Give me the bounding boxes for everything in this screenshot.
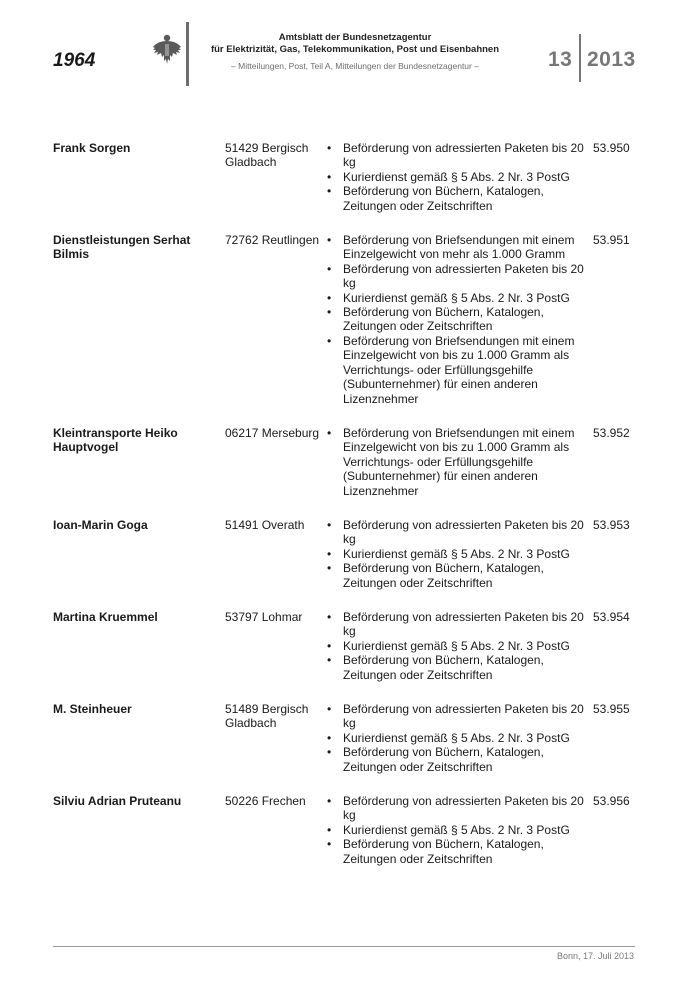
licensee-name: M. Steinheuer [53, 702, 132, 716]
license-number: 53.952 [593, 425, 630, 440]
journal-subtitle: – Mitteilungen, Post, Teil A, Mitteilungen der Bundesnetzagentur – [231, 61, 479, 71]
service-list [327, 794, 585, 866]
footer-date: Bonn, 17. Juli 2013 [556, 951, 634, 961]
service-item: • Beförderung von Büchern, Katalogen, Zeitungen oder Zeitschriften [327, 837, 585, 866]
federal-eagle-icon [152, 32, 182, 66]
list-item [0, 794, 700, 866]
license-number: 53.950 [593, 141, 630, 155]
page-number: 1964 [53, 50, 96, 71]
licensee-location: 51491 Overath [225, 517, 305, 532]
licensee-name: Silviu Adrian Pruteanu [53, 794, 182, 809]
issue-separator [579, 34, 581, 82]
licensee-location: 50226 Frechen [225, 794, 306, 809]
service-item: • Beförderung von Briefsendungen mit einem Einzelgewicht von bis zu 1.000 Gramm als Verrichtungs- oder Erfüllungsgehilfe (Subunternehmer) für einen anderen Lizenznehmer [327, 334, 585, 406]
service-list [327, 141, 585, 213]
licensee-location: 53797 Lohmar [225, 609, 303, 624]
licensee-name: Ioan-Marin Goga [53, 517, 148, 532]
issue-number: 13 [548, 48, 573, 71]
service-item: • Kurierdienst gemäß § 5 Abs. 2 Nr. 3 PostG [327, 170, 585, 184]
service-item: • Beförderung von Briefsendungen mit einem Einzelgewicht von bis zu 1.000 Gramm als Verrichtungs- oder Erfüllungsgehilfe (Subunternehmer) für einen anderen Lizenznehmer [327, 426, 585, 498]
licensee-name: Frank Sorgen [53, 141, 131, 155]
service-item: • Beförderung von adressierten Paketen bis 20 kg [327, 610, 585, 639]
license-number: 53.956 [593, 794, 630, 809]
footer-divider [53, 946, 635, 947]
service-list [327, 233, 585, 406]
list-item [0, 233, 700, 406]
journal-title-line2: für Elektrizität, Gas, Telekommunikation, Post und Eisenbahnen [210, 44, 500, 55]
license-number: 53.954 [593, 609, 630, 624]
service-item: • Kurierdienst gemäß § 5 Abs. 2 Nr. 3 PostG [327, 823, 585, 837]
list-item [0, 610, 700, 682]
licensee-name: Martina Kruemmel [53, 609, 158, 624]
licensee-name: Kleintransporte Heiko Hauptvogel [53, 425, 178, 455]
service-list [327, 426, 585, 498]
licensee-location: 51429 Bergisch Gladbach [225, 141, 309, 170]
journal-title-block [195, 32, 515, 72]
list-item [0, 518, 700, 590]
service-item: • Beförderung von adressierten Paketen bis 20 kg [327, 262, 585, 291]
service-item: • Beförderung von adressierten Paketen bis 20 kg [327, 794, 585, 823]
service-item: • Beförderung von Büchern, Katalogen, Zeitungen oder Zeitschriften [327, 561, 585, 590]
service-item: • Kurierdienst gemäß § 5 Abs. 2 Nr. 3 PostG [327, 731, 585, 745]
licensee-location: 72762 Reutlingen [225, 233, 320, 248]
service-list [327, 610, 585, 682]
licensee-name: Dienstleistungen Serhat Bilmis [53, 233, 191, 262]
service-item: • Kurierdienst gemäß § 5 Abs. 2 Nr. 3 PostG [327, 639, 585, 653]
service-item: • Kurierdienst gemäß § 5 Abs. 2 Nr. 3 PostG [327, 291, 585, 305]
service-item: • Beförderung von Büchern, Katalogen, Zeitungen oder Zeitschriften [327, 305, 585, 334]
service-list [327, 518, 585, 590]
service-item: • Beförderung von adressierten Paketen bis 20 kg [327, 518, 585, 547]
page-header [0, 0, 700, 95]
service-item: • Kurierdienst gemäß § 5 Abs. 2 Nr. 3 PostG [327, 547, 585, 561]
service-item: • Beförderung von Büchern, Katalogen, Zeitungen oder Zeitschriften [327, 745, 585, 774]
service-item: • Beförderung von Büchern, Katalogen, Zeitungen oder Zeitschriften [327, 184, 585, 213]
service-item: • Beförderung von Briefsendungen mit einem Einzelgewicht von mehr als 1.000 Gramm [327, 233, 585, 262]
header-divider-bar [186, 22, 189, 86]
service-item: • Beförderung von adressierten Paketen bis 20 kg [327, 702, 585, 731]
list-item [0, 426, 700, 498]
service-item: • Beförderung von Büchern, Katalogen, Zeitungen oder Zeitschriften [327, 653, 585, 682]
license-number: 53.951 [593, 233, 630, 248]
issue-year: 2013 [587, 48, 636, 71]
journal-title-line1: Amtsblatt der Bundesnetzagentur [278, 32, 432, 43]
license-number: 53.953 [593, 517, 630, 532]
license-list [0, 129, 700, 886]
license-number: 53.955 [593, 702, 630, 716]
licensee-location: 51489 Bergisch Gladbach [225, 702, 309, 731]
list-item [0, 702, 700, 774]
licensee-location: 06217 Merseburg [225, 425, 320, 440]
service-list [327, 702, 585, 774]
list-item [0, 141, 700, 213]
service-item: • Beförderung von adressierten Paketen bis 20 kg [327, 141, 585, 170]
